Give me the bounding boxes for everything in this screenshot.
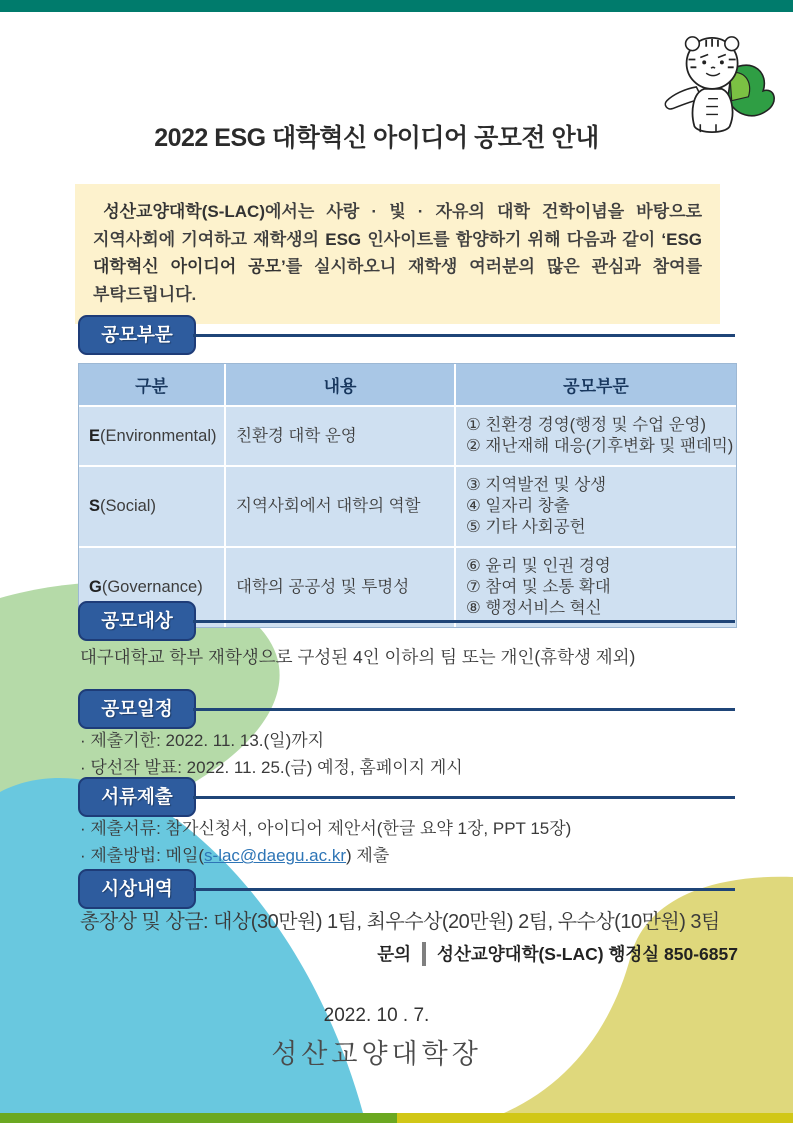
bottom-bar-yellow <box>397 1113 793 1123</box>
section-header-eligibility <box>78 601 735 641</box>
submission-method: · 제출방법: 메일(s-lac@daegu.ac.kr) 제출 <box>80 846 390 866</box>
cell-content: 친환경 대학 운영 <box>226 407 456 465</box>
section-header-awards <box>78 869 735 909</box>
section-rule <box>193 708 735 711</box>
submission-email-link[interactable]: s-lac@daegu.ac.kr <box>204 846 347 866</box>
bottom-bar-green <box>0 1113 397 1123</box>
section-header-schedule <box>78 689 735 729</box>
cell-items: ⑥ 윤리 및 인권 경영 ⑦ 참여 및 소통 확대 ⑧ 행정서비스 혁신 <box>466 557 611 617</box>
cell-category: S(Social) <box>79 467 226 546</box>
issue-date: 2022. 10 . 7. <box>323 1005 430 1026</box>
cell-content: 지역사회에서 대학의 역할 <box>226 467 456 546</box>
contact-label: 문의 <box>377 944 412 964</box>
contact-line <box>377 941 738 966</box>
submission-documents: · 제출서류: 참가신청서, 아이디어 제안서(한글 요약 1장, PPT 15장) <box>80 819 572 838</box>
intro-box <box>75 184 720 324</box>
section-rule <box>193 796 735 799</box>
col-header-content: 내용 <box>226 364 456 405</box>
table-row <box>79 405 736 465</box>
schedule-item-deadline: · 제출기한: 2022. 11. 13.(일)까지 <box>80 731 325 750</box>
table-header-row <box>79 364 736 405</box>
section-header-categories <box>78 315 735 355</box>
cell-category: E(Environmental) <box>79 407 226 465</box>
intro-paragraph: 성산교양대학(S-LAC)에서는 사랑 · 빛 · 자유의 대학 건학이념을 바탕으로 지역사회에 기여하고 재학생의 ESG 인사이트를 함양하기 위해 다음과 같이 ‘ESG 대학혁신 아이디어 공모’를 실시하오니 재학생 여러분의 많은 관심과 참여를 부탁드립니다. <box>93 202 703 304</box>
col-header-field: 공모부문 <box>563 377 629 396</box>
section-pill: 서류제출 <box>78 777 196 817</box>
section-rule <box>193 334 735 337</box>
section-rule <box>193 888 735 891</box>
cell-content: 대학의 공공성 및 투명성 <box>226 548 456 627</box>
col-header-category: 구분 <box>79 364 226 405</box>
schedule-item-announcement: · 당선작 발표: 2022. 11. 25.(금) 예정, 홈페이지 게시 <box>80 758 463 778</box>
section-header-submission <box>78 777 735 817</box>
intro-university-bold: 성산교양대학(S-LAC) <box>103 202 265 221</box>
contact-divider <box>422 942 426 966</box>
categories-table <box>78 363 737 628</box>
contact-value: 성산교양대학(S-LAC) 행정실 850-6857 <box>437 944 738 964</box>
signature-dean: 성산교양대학장 <box>271 1039 482 1069</box>
cell-items: ① 친환경 경영(행정 및 수업 운영) ② 재난재해 대응(기후변화 및 팬데믹) <box>466 416 734 455</box>
top-accent-bar <box>0 0 793 12</box>
section-pill: 공모일정 <box>78 689 196 729</box>
table-row <box>79 465 736 546</box>
cell-items: ③ 지역발전 및 상생 ④ 일자리 창출 ⑤ 기타 사회공헌 <box>466 476 607 536</box>
section-pill: 시상내역 <box>78 869 196 909</box>
section-pill: 공모부문 <box>78 315 196 355</box>
submission-list <box>80 815 571 869</box>
section-rule <box>193 620 735 623</box>
cell-category: G(Governance) <box>79 548 226 627</box>
page-title: 2022 ESG 대학혁신 아이디어 공모전 안내 <box>154 124 599 152</box>
section-pill: 공모대상 <box>78 601 196 641</box>
awards-text: 총장상 및 상금: 대상(30만원) 1팀, 최우수상(20만원) 2팀, 우수상(10만원) 3팀 <box>80 911 720 933</box>
eligibility-text: 대구대학교 학부 재학생으로 구성된 4인 이하의 팀 또는 개인(휴학생 제외) <box>80 647 636 667</box>
schedule-list <box>80 727 463 781</box>
